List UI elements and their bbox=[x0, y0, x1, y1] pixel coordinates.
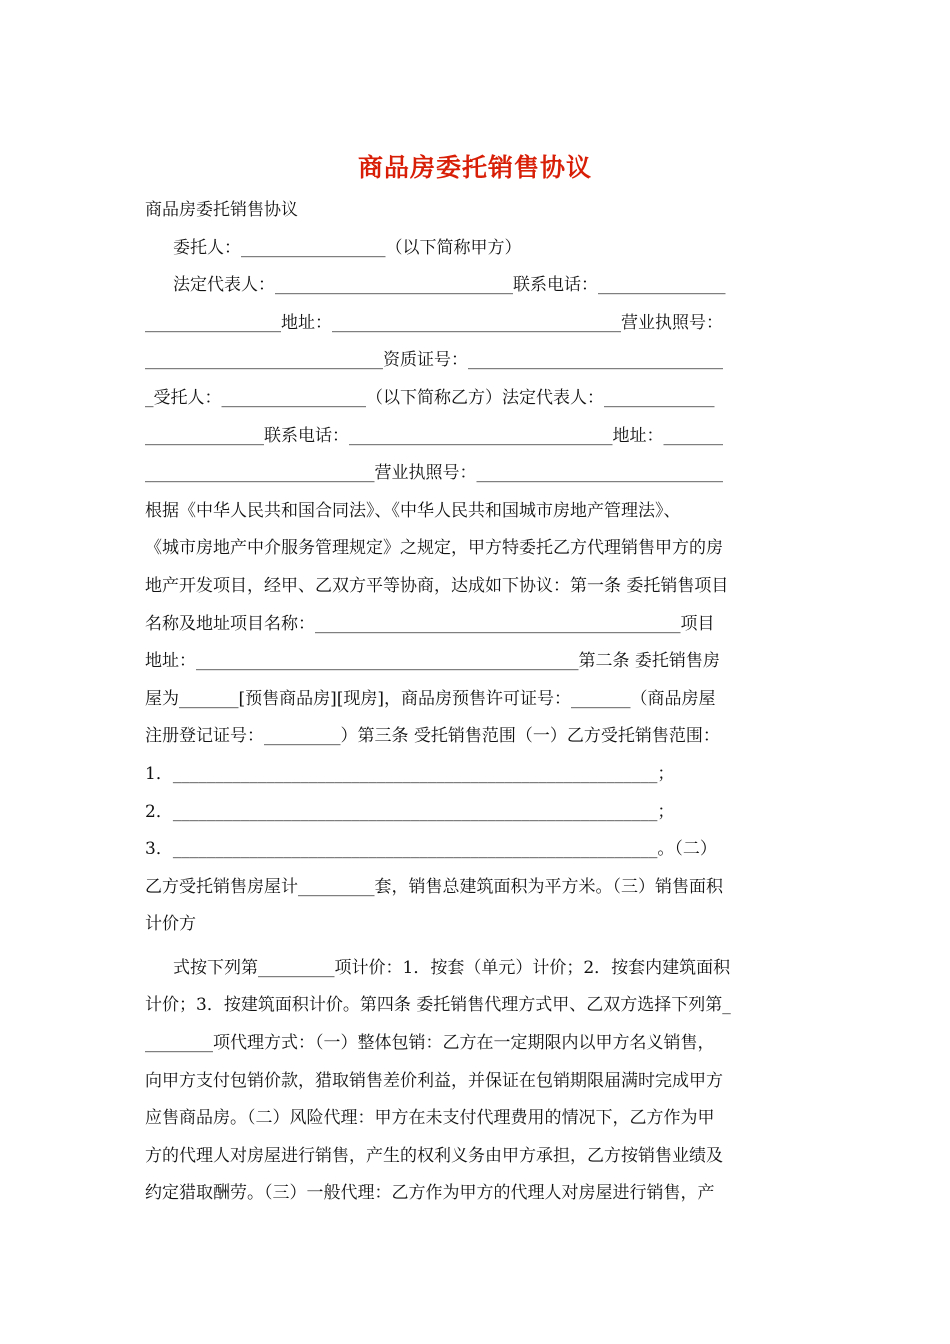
body-line: 地址：_____________________________________________第二条 委托销售房 bbox=[145, 651, 720, 672]
body-line: ___________________________营业执照号：_____________________________ bbox=[145, 463, 723, 484]
body-line: 屋为_______[预售商品房][现房]，商品房预售许可证号：_______（商品房屋 bbox=[145, 688, 716, 709]
body-line: 法定代表人：____________________________联系电话：_______________ bbox=[173, 275, 726, 296]
body-line: 向甲方支付包销价款，猎取销售差价利益，并保证在包销期限届满时完成甲方 bbox=[145, 1070, 723, 1091]
body-line: 应售商品房。（二）风险代理：甲方在未支付代理费用的情况下，乙方作为甲 bbox=[145, 1108, 715, 1129]
document-title: 商品房委托销售协议 bbox=[357, 153, 592, 182]
body-line: 1．_________________________________________________________； bbox=[145, 763, 675, 784]
body-line: 名称及地址项目名称：___________________________________________项目 bbox=[145, 613, 715, 634]
body-line: 3．_________________________________________________________。（二） bbox=[145, 839, 717, 860]
body-line: 《城市房地产中介服务管理规定》之规定，甲方特委托乙方代理销售甲方的房 bbox=[145, 538, 723, 559]
body-line: 根据《中华人民共和国合同法》、《中华人民共和国城市房地产管理法》、 bbox=[145, 500, 681, 521]
body-line: 委托人：_________________（以下简称甲方） bbox=[173, 237, 522, 258]
body-line: 2．_________________________________________________________； bbox=[145, 801, 675, 822]
body-line: ________项代理方式：（一）整体包销：乙方在一定期限内以甲方名义销售， bbox=[145, 1033, 715, 1054]
body-line: 地产开发项目，经甲、乙双方平等协商，达成如下协议：第一条 委托销售项目 bbox=[145, 575, 729, 596]
body-line: ____________________________资质证号：______________________________ bbox=[145, 350, 723, 371]
body-line: 计价；3．按建筑面积计价。第四条 委托销售代理方式甲、乙双方选择下列第_ bbox=[145, 995, 731, 1016]
body-line: 计价方 bbox=[145, 914, 196, 935]
body-line: 约定猎取酬劳。（三）一般代理：乙方作为甲方的代理人对房屋进行销售，产 bbox=[145, 1183, 715, 1204]
body-line: ______________联系电话：_______________________________地址：_______ bbox=[145, 425, 723, 446]
body-line: ________________地址：__________________________________营业执照号： bbox=[145, 312, 723, 333]
body-line: 乙方受托销售房屋计_________套，销售总建筑面积为平方米。（三）销售面积 bbox=[145, 876, 723, 897]
body-line: _受托人：_________________（以下简称乙方）法定代表人：_____________ bbox=[145, 387, 715, 408]
body-line: 商品房委托销售协议 bbox=[145, 200, 298, 220]
body-line: 方的代理人对房屋进行销售，产生的权利义务由甲方承担，乙方按销售业绩及 bbox=[145, 1145, 723, 1166]
document-body bbox=[145, 192, 807, 1213]
body-line: 式按下列第_________项计价：1．按套（单元）计价；2．按套内建筑面积 bbox=[173, 957, 731, 978]
body-line: 注册登记证号：_________）第三条 受托销售范围（一）乙方受托销售范围： bbox=[145, 726, 720, 747]
